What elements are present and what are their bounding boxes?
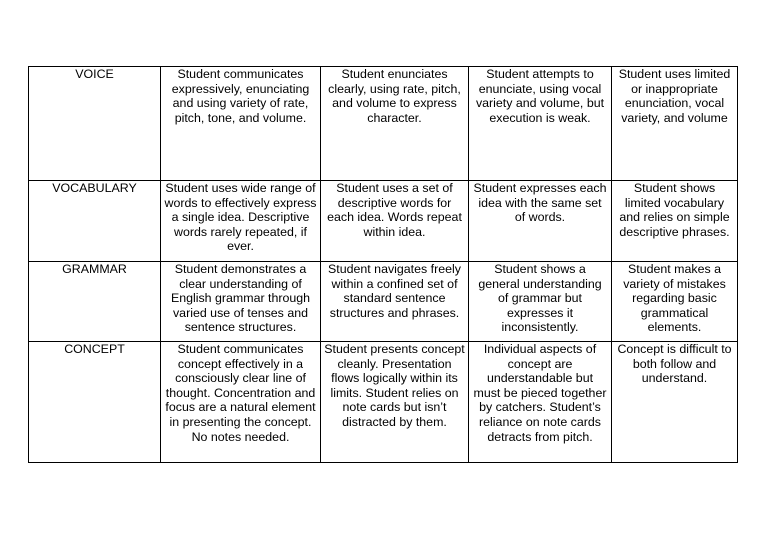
category-cell: VOCABULARY: [29, 181, 161, 262]
category-cell: GRAMMAR: [29, 262, 161, 342]
category-cell: CONCEPT: [29, 342, 161, 463]
table-cell: Student uses a set of descriptive words for each idea. Words repeat within idea.: [321, 181, 469, 262]
table-cell: Student communicates concept effectively in a consciously clear line of thought. Concentration and focus are a natural element in presenting the concept. No notes needed.: [161, 342, 321, 463]
table-row: [29, 342, 738, 463]
category-cell: VOICE: [29, 67, 161, 181]
rubric-table: [28, 66, 738, 463]
table-row: [29, 181, 738, 262]
table-cell: Student expresses each idea with the same set of words.: [469, 181, 612, 262]
table-cell: Student shows a general understanding of grammar but expresses it inconsistently.: [469, 262, 612, 342]
table-row: [29, 262, 738, 342]
table-cell: Student shows limited vocabulary and relies on simple descriptive phrases.: [612, 181, 738, 262]
table-cell: Concept is difficult to both follow and understand.: [612, 342, 738, 463]
table-row: [29, 67, 738, 181]
table-cell: Student uses wide range of words to effectively express a single idea. Descriptive words rarely repeated, if ever.: [161, 181, 321, 262]
table-cell: Student enunciates clearly, using rate, pitch, and volume to express character.: [321, 67, 469, 181]
table-cell: Student attempts to enunciate, using vocal variety and volume, but execution is weak.: [469, 67, 612, 181]
table-cell: Individual aspects of concept are understandable but must be pieced together by catchers. Student’s reliance on note cards detracts from pitch.: [469, 342, 612, 463]
table-cell: Student demonstrates a clear understanding of English grammar through varied use of tenses and sentence structures.: [161, 262, 321, 342]
table-cell: Student navigates freely within a confined set of standard sentence structures and phrases.: [321, 262, 469, 342]
table-cell: Student communicates expressively, enunciating and using variety of rate, pitch, tone, and volume.: [161, 67, 321, 181]
table-cell: Student uses limited or inappropriate enunciation, vocal variety, and volume: [612, 67, 738, 181]
table-cell: Student makes a variety of mistakes regarding basic grammatical elements.: [612, 262, 738, 342]
table-cell: Student presents concept cleanly. Presentation flows logically within its limits. Student relies on note cards but isn’t distracted by them.: [321, 342, 469, 463]
